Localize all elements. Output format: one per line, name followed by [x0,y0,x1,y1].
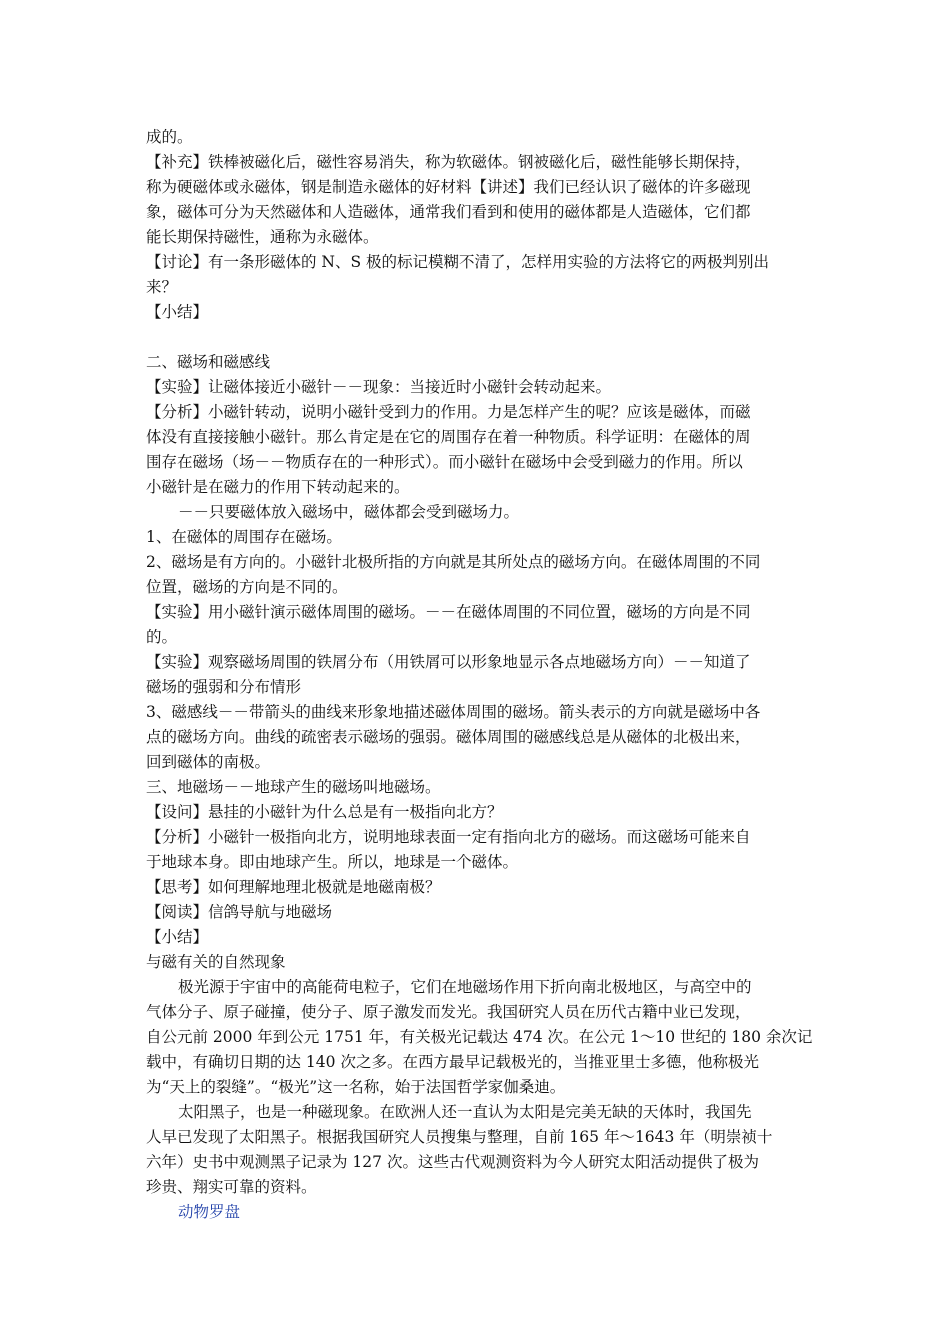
text-line: 体没有直接接触小磁针。那么肯定是在它的周围存在着一种物质。科学证明：在磁体的周 [146,428,751,446]
text-line: 【阅读】信鸽导航与地磁场 [146,903,333,921]
text-line: 【实验】用小磁针演示磁体周围的磁场。－－在磁体周围的不同位置，磁场的方向是不同 [146,603,751,621]
text-line: 【设问】悬挂的小磁针为什么总是有一极指向北方？ [146,803,503,821]
text-line: 为“天上的裂缝”。“极光”这一名称，始于法国哲学家伽桑迪。 [146,1078,566,1096]
text-line: 称为硬磁体或永磁体，钢是制造永磁体的好材料【讲述】我们已经认识了磁体的许多磁现 [146,178,751,196]
text-line: 点的磁场方向。曲线的疏密表示磁场的强弱。磁体周围的磁感线总是从磁体的北极出来， [146,728,751,746]
text-line: 载中，有确切日期的达 140 次之多。在西方最早记载极光的，当推亚里士多德，他称极光 [146,1053,759,1071]
text-line: 自公元前 2000 年到公元 1751 年，有关极光记载达 474 次。在公元 1～10 世纪的 180 余次记 [146,1028,813,1046]
text-line: 【补充】铁棒被磁化后，磁性容易消失，称为软磁体。钢被磁化后，磁性能够长期保持， [146,153,751,171]
text-line: 2、磁场是有方向的。小磁针北极所指的方向就是其所处点的磁场方向。在磁体周围的不同 [146,553,761,571]
text-line: 【实验】观察磁场周围的铁屑分布（用铁屑可以形象地显示各点地磁场方向）－－知道了 [146,653,751,671]
text-line: 能长期保持磁性，通称为永磁体。 [146,228,379,246]
text-line: 位置，磁场的方向是不同的。 [146,578,348,596]
text-line: 的。 [146,628,178,646]
text-line: 人早已发现了太阳黑子。根据我国研究人员搜集与整理，自前 165 年～1643 年（明崇祯十 [146,1128,773,1146]
text-line: 【实验】让磁体接近小磁针－－现象：当接近时小磁针会转动起来。 [146,378,612,396]
text-line: 磁场的强弱和分布情形 [146,678,302,696]
text-line: 六年）史书中观测黑子记录为 127 次。这些古代观测资料为今人研究太阳活动提供了极为 [146,1153,759,1171]
animal-compass-link[interactable]: 动物罗盘 [178,1203,241,1221]
section-heading: 三、地磁场－－地球产生的磁场叫地磁场。 [146,778,441,796]
text-line: 【讨论】有一条形磁体的 N、S 极的标记模糊不清了，怎样用实验的方法将它的两极判别出 [146,253,770,271]
text-line: 来？ [146,278,178,296]
text-line: －－只要磁体放入磁场中，磁体都会受到磁场力。 [178,503,520,521]
section-heading: 二、磁场和磁感线 [146,353,271,371]
text-line: 【分析】小磁针一极指向北方，说明地球表面一定有指向北方的磁场。而这磁场可能来自 [146,828,751,846]
text-line: 围存在磁场（场－－物质存在的一种形式）。而小磁针在磁场中会受到磁力的作用。所以 [146,453,743,471]
text-line: 象，磁体可分为天然磁体和人造磁体，通常我们看到和使用的磁体都是人造磁体，它们都 [146,203,751,221]
text-line: 【小结】 [146,928,209,946]
text-line: 【思考】如何理解地理北极就是地磁南极？ [146,878,441,896]
text-line: 于地球本身。即由地球产生。所以，地球是一个磁体。 [146,853,519,871]
text-line: 【分析】小磁针转动，说明小磁针受到力的作用。力是怎样产生的呢？应该是磁体，而磁 [146,403,751,421]
text-line: 回到磁体的南极。 [146,753,271,771]
text-line: 极光源于宇宙中的高能荷电粒子，它们在地磁场作用下折向南北极地区，与高空中的 [178,978,752,996]
text-line: 太阳黑子，也是一种磁现象。在欧洲人还一直认为太阳是完美无缺的天体时，我国先 [178,1103,752,1121]
text-line: 3、磁感线－－带箭头的曲线来形象地描述磁体周围的磁场。箭头表示的方向就是磁场中各 [146,703,761,721]
text-line: 小磁针是在磁力的作用下转动起来的。 [146,478,410,496]
text-line: 气体分子、原子碰撞，使分子、原子激发而发光。我国研究人员在历代古籍中业已发现， [146,1003,751,1021]
text-line: 成的。 [146,128,193,146]
text-line: 1、在磁体的周围存在磁场。 [146,528,342,546]
section-heading: 与磁有关的自然现象 [146,953,286,971]
text-line: 【小结】 [146,303,209,321]
text-line: 珍贵、翔实可靠的资料。 [146,1178,317,1196]
